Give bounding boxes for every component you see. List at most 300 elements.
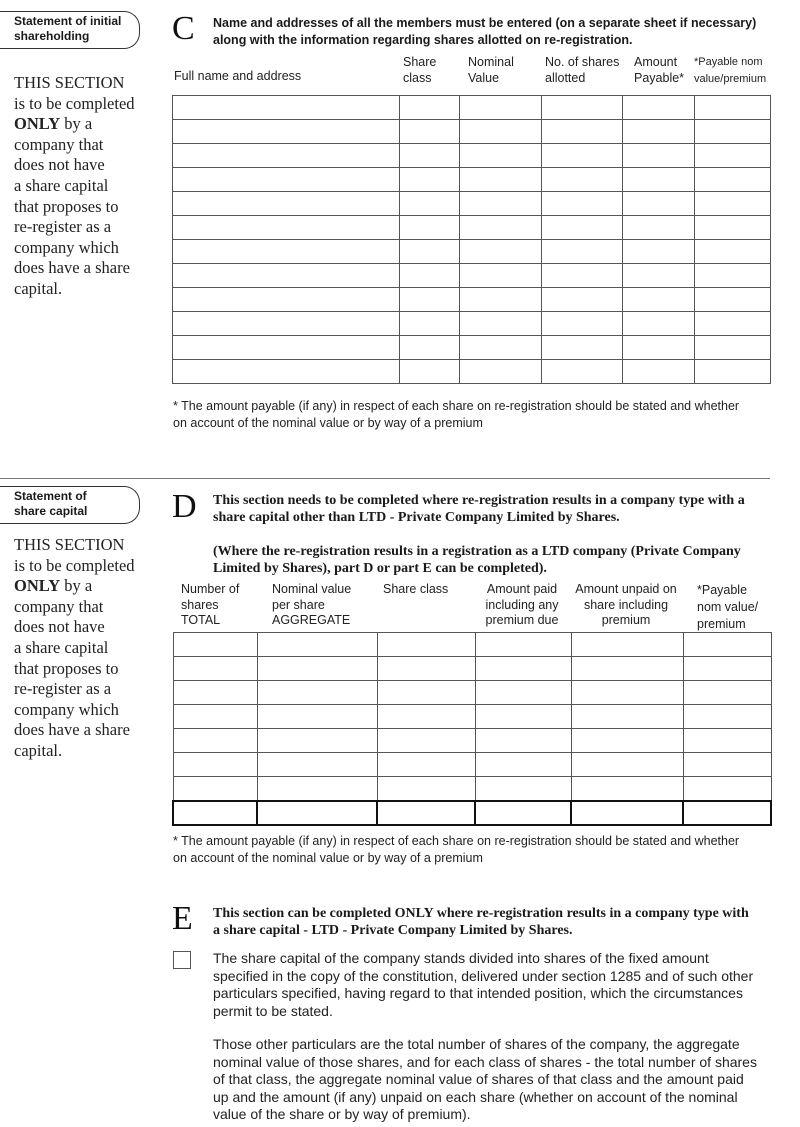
table-cell-input[interactable] — [400, 120, 459, 143]
table-cell-input[interactable] — [460, 288, 541, 311]
table-cell-input[interactable] — [542, 144, 622, 167]
col-header-text: Number of — [181, 582, 240, 596]
table-row — [173, 216, 771, 240]
table-cell — [542, 168, 623, 192]
table-cell-input[interactable] — [476, 753, 571, 776]
section-d-tab-label — [0, 486, 140, 524]
table-cell — [173, 777, 257, 802]
table-cell — [475, 753, 571, 777]
table-cell-input[interactable] — [623, 120, 694, 143]
table-cell — [173, 120, 400, 144]
table-row — [173, 288, 771, 312]
table-cell — [173, 192, 400, 216]
table-cell-input[interactable] — [258, 705, 377, 728]
table-cell-input[interactable] — [174, 802, 256, 824]
table-cell — [571, 681, 683, 705]
paragraph-line: Those other particulars are the total number of shares of the company, the aggregate — [213, 1036, 740, 1052]
table-cell-input[interactable] — [258, 777, 377, 800]
table-cell — [173, 705, 257, 729]
table-cell-input[interactable] — [476, 681, 571, 704]
table-cell-input[interactable] — [542, 120, 622, 143]
table-cell — [683, 633, 771, 657]
footnote-line: on account of the nominal value or by way of a premium — [173, 851, 483, 865]
table-cell — [173, 96, 400, 120]
table-cell-input[interactable] — [695, 96, 770, 119]
table-cell — [377, 681, 475, 705]
table-cell-input[interactable] — [400, 360, 459, 383]
col-header-text: Amount paid — [486, 582, 558, 596]
col-header-text: Share class — [383, 582, 449, 596]
section-e-paragraph-2 — [213, 1036, 793, 1124]
side-note-line: does not have — [14, 155, 105, 175]
table-cell-input[interactable] — [460, 96, 541, 119]
col-header-text: Full name and address — [174, 69, 302, 83]
table-cell-input[interactable] — [258, 681, 377, 704]
table-cell — [400, 192, 460, 216]
table-cell — [683, 729, 771, 753]
table-row — [173, 753, 771, 777]
table-cell-input[interactable] — [695, 288, 770, 311]
table-cell — [460, 312, 542, 336]
side-note-emphasis: ONLY — [14, 576, 61, 596]
table-cell-input[interactable] — [476, 802, 570, 824]
side-note-line: a share capital — [14, 637, 109, 657]
side-note-line: a share capital — [14, 175, 109, 195]
table-cell-input[interactable] — [623, 264, 694, 287]
table-cell — [683, 657, 771, 681]
section-c-footnote — [173, 398, 739, 432]
paragraph-line: of that class, the aggregate nominal value of shares of that class and the amount paid — [213, 1071, 744, 1088]
table-cell — [695, 288, 771, 312]
table-cell — [173, 633, 257, 657]
col-header-amount-payable — [634, 54, 684, 86]
table-cell-input[interactable] — [174, 705, 257, 728]
table-cell-input[interactable] — [173, 120, 399, 143]
table-cell-input[interactable] — [174, 753, 257, 776]
side-note-line: THIS SECTION — [14, 73, 125, 92]
col-header-text: No. of shares — [545, 55, 620, 69]
col-header-text: *Payable nom — [694, 56, 763, 68]
table-cell-input[interactable] — [542, 312, 622, 335]
section-c-tab-label-line1: Statement of initial — [14, 14, 122, 28]
table-cell-input[interactable] — [684, 753, 771, 776]
table-cell-input[interactable] — [378, 657, 475, 680]
table-cell — [173, 264, 400, 288]
table-cell — [460, 216, 542, 240]
table-cell — [377, 633, 475, 657]
section-d-side-note — [14, 535, 164, 762]
table-cell — [571, 729, 683, 753]
side-note-line: does have a share — [14, 258, 130, 278]
table-cell-input[interactable] — [173, 144, 399, 167]
table-cell — [173, 144, 400, 168]
table-cell — [377, 753, 475, 777]
table-cell-input[interactable] — [684, 633, 771, 656]
table-cell — [257, 681, 377, 705]
table-cell-input[interactable] — [623, 216, 694, 239]
table-cell — [377, 729, 475, 753]
col-header-text: TOTAL — [181, 613, 221, 627]
table-cell-input[interactable] — [258, 729, 377, 752]
section-e-paragraph-1 — [213, 950, 793, 1020]
section-c-heading-line1: Name and addresses of all the members must be entered (on a separate sheet if necessary) — [213, 16, 757, 30]
table-cell — [683, 801, 771, 825]
table-cell-input[interactable] — [400, 192, 459, 215]
section-d-heading-line2: share capital other than LTD - Private Company Limited by Shares. — [213, 510, 620, 525]
table-cell — [460, 192, 542, 216]
table-cell — [460, 144, 542, 168]
table-cell — [475, 705, 571, 729]
section-d-tab-label-line1: Statement of — [14, 489, 87, 503]
table-cell-input[interactable] — [400, 240, 459, 263]
table-cell-input[interactable] — [378, 777, 475, 800]
table-cell-input[interactable] — [173, 312, 399, 335]
col-header-text: nom value/ — [697, 600, 759, 614]
table-cell-input[interactable] — [572, 657, 683, 680]
table-cell-input[interactable] — [684, 657, 771, 680]
table-cell-input[interactable] — [400, 312, 459, 335]
side-note-line: does have a share — [14, 720, 130, 740]
table-cell-input[interactable] — [542, 96, 622, 119]
col-header-text: Value — [468, 71, 500, 85]
table-row — [173, 777, 771, 802]
table-cell-input[interactable] — [460, 192, 541, 215]
table-cell — [695, 264, 771, 288]
table-cell-input[interactable] — [173, 240, 399, 263]
section-c-letter: C — [172, 10, 195, 47]
table-cell-input[interactable] — [378, 633, 475, 656]
table-cell-input[interactable] — [174, 633, 257, 656]
table-cell-input[interactable] — [623, 360, 694, 383]
col-header-amount-paid — [474, 582, 570, 629]
table-cell — [623, 168, 695, 192]
table-cell — [173, 240, 400, 264]
table-cell — [257, 801, 377, 825]
side-note-line: is to be completed — [14, 555, 135, 575]
table-cell-input[interactable] — [623, 192, 694, 215]
side-note-line — [14, 114, 164, 135]
table-cell-input[interactable] — [173, 264, 399, 287]
table-cell-input[interactable] — [695, 192, 770, 215]
section-d-subheading-line1: (Where the re-registration results in a registration as a LTD company (Private Company — [213, 544, 741, 559]
table-cell-input[interactable] — [572, 753, 683, 776]
col-header-payable-nom-d — [697, 582, 758, 633]
table-cell-input[interactable] — [378, 681, 475, 704]
table-cell-input[interactable] — [173, 216, 399, 239]
table-cell — [623, 264, 695, 288]
col-header-text: Payable* — [634, 71, 685, 85]
table-cell-input[interactable] — [174, 777, 257, 800]
col-header-text: including any — [485, 597, 559, 612]
table-cell — [460, 96, 542, 120]
section-c-heading-line2: along with the information regarding shares allotted on re-registration. — [213, 33, 633, 47]
table-cell-input[interactable] — [572, 633, 683, 656]
table-cell-input[interactable] — [378, 802, 474, 824]
table-cell — [173, 216, 400, 240]
section-d-heading — [213, 492, 793, 526]
table-cell-input[interactable] — [684, 729, 771, 752]
table-cell-input[interactable] — [400, 288, 459, 311]
table-cell-input[interactable] — [542, 264, 622, 287]
table-cell — [475, 633, 571, 657]
table-cell-input[interactable] — [684, 705, 771, 728]
table-cell-input[interactable] — [460, 336, 541, 359]
table-row — [173, 144, 771, 168]
table-cell-input[interactable] — [623, 96, 694, 119]
table-cell-input[interactable] — [258, 802, 376, 824]
table-cell-input[interactable] — [174, 729, 257, 752]
table-cell — [683, 777, 771, 802]
paragraph-line: permit to be stated. — [213, 1002, 333, 1019]
section-d-letter: D — [172, 488, 197, 525]
table-cell-input[interactable] — [476, 633, 571, 656]
table-cell-input[interactable] — [460, 240, 541, 263]
table-cell-input[interactable] — [572, 705, 683, 728]
side-note-line: company which — [14, 699, 119, 719]
side-note-text: by a — [60, 576, 93, 596]
table-cell-input[interactable] — [173, 192, 399, 215]
shareholding-table — [172, 95, 771, 384]
col-header-text: value/premium — [694, 73, 767, 85]
table-cell — [400, 216, 460, 240]
side-note-line: is to be completed — [14, 93, 135, 113]
table-cell — [475, 681, 571, 705]
footnote-line: * The amount payable (if any) in respect of each share on re-registration should be stated and whether — [173, 834, 740, 848]
table-cell-input[interactable] — [695, 216, 770, 239]
table-cell — [377, 801, 475, 825]
col-header-no-of-shares — [545, 54, 619, 86]
table-cell-input[interactable] — [173, 288, 399, 311]
table-cell-input[interactable] — [542, 192, 622, 215]
table-cell-input[interactable] — [695, 336, 770, 359]
table-cell-input[interactable] — [400, 216, 459, 239]
table-cell — [400, 312, 460, 336]
section-e-heading-line1: This section can be completed ONLY where re-registration results in a company type with — [213, 906, 749, 921]
table-row — [173, 633, 771, 657]
table-cell-input[interactable] — [460, 312, 541, 335]
col-header-full-name — [174, 68, 301, 84]
col-header-text: per share — [272, 597, 325, 612]
table-cell — [695, 360, 771, 384]
section-e-heading — [213, 905, 793, 939]
table-cell-input[interactable] — [542, 216, 622, 239]
col-header-text: shares — [181, 597, 219, 612]
table-cell-input[interactable] — [174, 681, 257, 704]
table-cell — [400, 96, 460, 120]
table-cell-input[interactable] — [542, 240, 622, 263]
table-cell — [400, 336, 460, 360]
section-c-tab-label — [0, 11, 140, 49]
table-cell-input[interactable] — [460, 264, 541, 287]
paragraph-line: specified in the copy of the constitution, delivered under section 1285 and of such other — [213, 967, 754, 984]
table-cell-input[interactable] — [695, 120, 770, 143]
table-cell — [257, 657, 377, 681]
table-cell — [542, 336, 623, 360]
table-cell-input[interactable] — [695, 264, 770, 287]
table-cell-input[interactable] — [572, 777, 683, 800]
col-header-payable-nom — [694, 54, 766, 88]
share-capital-statement-checkbox[interactable] — [173, 951, 191, 969]
table-cell — [542, 240, 623, 264]
table-cell-input[interactable] — [460, 216, 541, 239]
table-cell — [173, 312, 400, 336]
table-cell-input[interactable] — [542, 168, 622, 191]
table-cell-input[interactable] — [173, 360, 399, 383]
section-d-tab-label-line2: share capital — [14, 504, 88, 518]
table-cell — [460, 264, 542, 288]
table-cell-input[interactable] — [400, 144, 459, 167]
table-cell-input[interactable] — [460, 120, 541, 143]
side-note-line: that proposes to — [14, 658, 119, 678]
section-e-letter: E — [172, 900, 193, 937]
section-c-heading — [213, 15, 793, 49]
table-cell-input[interactable] — [623, 312, 694, 335]
col-header-text: allotted — [545, 71, 586, 85]
table-cell — [695, 336, 771, 360]
col-header-nominal-value-per-share — [272, 582, 351, 629]
table-cell — [683, 753, 771, 777]
table-cell — [695, 120, 771, 144]
table-cell-input[interactable] — [476, 777, 571, 800]
col-header-nominal-value — [468, 54, 514, 86]
table-cell-input[interactable] — [173, 168, 399, 191]
table-cell-input[interactable] — [400, 96, 459, 119]
table-cell — [542, 360, 623, 384]
section-c-tab-label-line2: shareholding — [14, 29, 90, 43]
section-divider — [0, 478, 770, 479]
table-row — [173, 264, 771, 288]
col-header-text: premium — [697, 617, 746, 631]
table-cell-input[interactable] — [572, 729, 683, 752]
table-cell-input[interactable] — [695, 360, 770, 383]
col-header-text: Nominal — [468, 55, 514, 69]
table-cell — [571, 705, 683, 729]
table-cell-input[interactable] — [400, 336, 459, 359]
table-cell — [571, 753, 683, 777]
table-cell — [173, 657, 257, 681]
table-cell — [542, 120, 623, 144]
side-note-line: that proposes to — [14, 196, 119, 216]
table-cell-input[interactable] — [623, 168, 694, 191]
table-cell — [542, 288, 623, 312]
table-cell-input[interactable] — [684, 681, 771, 704]
table-cell-input[interactable] — [476, 729, 571, 752]
table-cell-input[interactable] — [623, 288, 694, 311]
table-cell-input[interactable] — [378, 729, 475, 752]
side-note-line: re-register as a — [14, 217, 112, 237]
table-cell — [623, 336, 695, 360]
table-cell — [257, 777, 377, 802]
table-cell-input[interactable] — [572, 681, 683, 704]
section-d-subheading — [213, 543, 793, 577]
table-cell — [542, 144, 623, 168]
col-header-text: premium — [601, 613, 651, 627]
table-cell — [623, 288, 695, 312]
table-cell-input[interactable] — [258, 753, 377, 776]
table-cell — [173, 729, 257, 753]
table-cell-input[interactable] — [542, 288, 622, 311]
table-cell — [173, 360, 400, 384]
table-cell — [475, 657, 571, 681]
table-cell-input[interactable] — [476, 657, 571, 680]
side-note-line: capital. — [14, 740, 63, 760]
table-cell-input[interactable] — [258, 657, 377, 680]
table-cell-input[interactable] — [695, 312, 770, 335]
side-note-line: company that — [14, 596, 104, 616]
table-cell-input[interactable] — [572, 802, 682, 824]
table-cell-input[interactable] — [684, 777, 771, 800]
table-cell-input[interactable] — [173, 336, 399, 359]
table-cell — [400, 360, 460, 384]
share-capital-table — [172, 632, 772, 826]
table-row — [173, 360, 771, 384]
table-row — [173, 657, 771, 681]
table-cell — [683, 681, 771, 705]
table-cell-input[interactable] — [460, 144, 541, 167]
table-cell-input[interactable] — [542, 336, 622, 359]
table-cell-input[interactable] — [400, 168, 459, 191]
table-cell-input[interactable] — [695, 144, 770, 167]
table-row — [173, 681, 771, 705]
table-cell — [571, 801, 683, 825]
table-cell-input[interactable] — [258, 633, 377, 656]
side-note-text: by a — [60, 114, 93, 134]
side-note-line: does not have — [14, 617, 105, 637]
table-cell-input[interactable] — [623, 336, 694, 359]
col-header-text: *Payable — [697, 583, 748, 597]
side-note-line: capital. — [14, 278, 63, 298]
table-cell-input[interactable] — [378, 705, 475, 728]
table-cell-input[interactable] — [400, 264, 459, 287]
col-header-text: Nominal value — [272, 582, 352, 596]
table-cell-input[interactable] — [476, 705, 571, 728]
table-cell — [460, 360, 542, 384]
side-note-line: company that — [14, 134, 104, 154]
table-cell-input[interactable] — [623, 144, 694, 167]
table-cell — [400, 240, 460, 264]
table-cell — [173, 801, 257, 825]
table-cell-input[interactable] — [378, 753, 475, 776]
table-cell — [400, 120, 460, 144]
table-cell-input[interactable] — [684, 802, 770, 824]
table-cell — [400, 144, 460, 168]
table-cell-input[interactable] — [460, 168, 541, 191]
table-cell-input[interactable] — [695, 240, 770, 263]
table-cell — [695, 216, 771, 240]
table-cell — [683, 705, 771, 729]
table-cell — [377, 705, 475, 729]
table-cell — [695, 192, 771, 216]
table-cell — [173, 753, 257, 777]
table-cell-input[interactable] — [623, 240, 694, 263]
table-cell — [623, 192, 695, 216]
table-cell — [571, 777, 683, 802]
total-row — [173, 801, 771, 825]
table-cell — [173, 168, 400, 192]
table-cell-input[interactable] — [174, 657, 257, 680]
table-cell-input[interactable] — [460, 360, 541, 383]
table-cell — [475, 777, 571, 802]
table-cell — [623, 144, 695, 168]
table-row — [173, 96, 771, 120]
table-cell — [542, 192, 623, 216]
table-cell-input[interactable] — [173, 96, 399, 119]
table-cell-input[interactable] — [542, 360, 622, 383]
section-d-subheading-line2: Limited by Shares), part D or part E can be completed). — [213, 561, 547, 576]
col-header-text: Share — [403, 55, 437, 69]
table-cell — [400, 288, 460, 312]
table-cell-input[interactable] — [695, 168, 770, 191]
